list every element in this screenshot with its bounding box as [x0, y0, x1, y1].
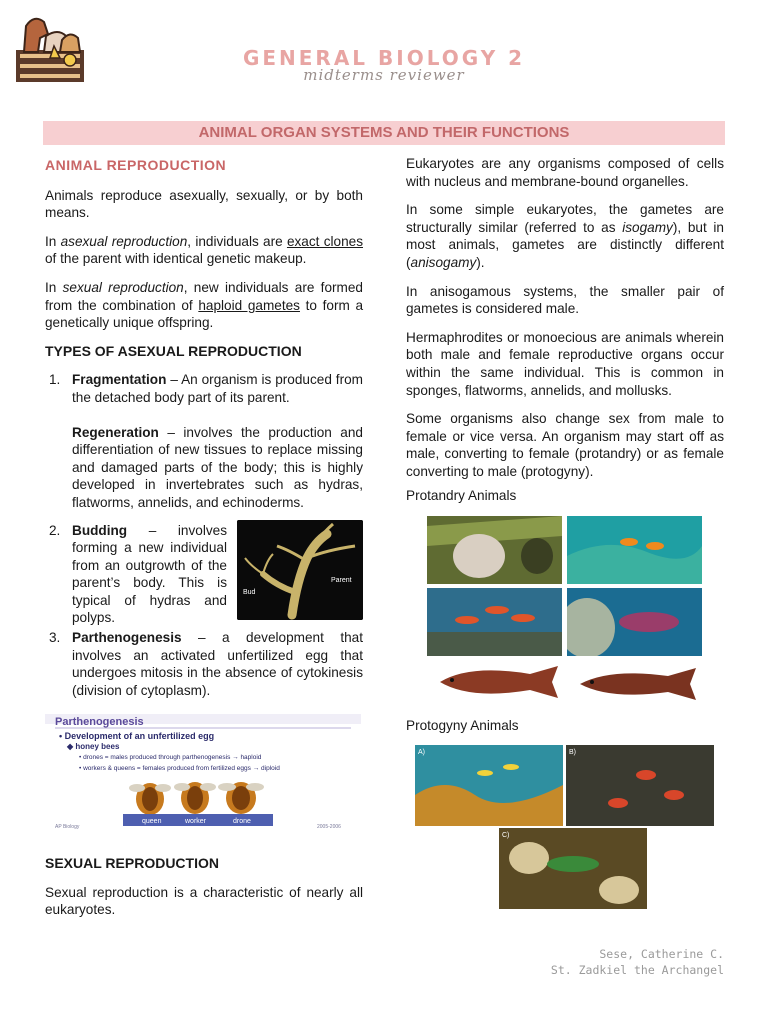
svg-text:2005-2006: 2005-2006: [317, 824, 341, 831]
protandry-photo-clownfish: [567, 516, 702, 584]
intro-paragraph: Animals reproduce asexually, sexually, or by both means.: [45, 187, 363, 221]
eukaryotes-paragraph: Eukaryotes are any organisms composed of cells with nucleus and membrane-bound organelles.: [406, 156, 724, 189]
svg-text:• drones = males produced thro: • drones = males produced through parthenogenesis → haploid: [79, 754, 262, 762]
left-column: [45, 155, 363, 930]
list-item-parthenogenesis: 3. Parthenogenesis – a development that involves an activated unfertilized egg that undergoes mitosis in the absence of cytokinesis (division of cytoplasm).: [49, 630, 363, 698]
protandry-photo-grouper-2: [570, 662, 698, 704]
protandry-photo-sponge: [427, 516, 562, 584]
hydra-budding-image: [237, 520, 363, 620]
list-item-fragmentation: 1. Fragmentation – An organism is produced from the detached body part of its parent. Regeneration – involves the production and differentiation of new tissues to replace missing and damaged parts of the body; this is highly developed in invertebrates such as hydras, flatworms, annelids, and echinoderms.: [49, 372, 363, 510]
protandry-caption: Protandry Animals: [406, 488, 517, 503]
protogyny-caption: Protogyny Animals: [406, 718, 519, 733]
protandry-photo-grouper-1: [430, 660, 560, 704]
topic-banner: ANIMAL ORGAN SYSTEMS AND THEIR FUNCTIONS: [43, 121, 725, 145]
parthenogenesis-slide-image: [45, 714, 361, 832]
svg-text:AP Biology: AP Biology: [55, 824, 80, 831]
anisogamous-paragraph: In anisogamous systems, the smaller pair of gametes is considered male.: [406, 283, 724, 317]
document-subtitle: midterms reviewer: [303, 66, 465, 84]
section-heading-animal-reproduction: ANIMAL REPRODUCTION: [45, 157, 227, 173]
svg-text:Bud: Bud: [243, 588, 256, 596]
svg-text:worker: worker: [185, 818, 207, 826]
author-name: Sese, Catherine C.: [599, 947, 724, 961]
svg-text:Parent: Parent: [331, 576, 352, 584]
protandry-photo-anthias: [427, 588, 562, 656]
protogyny-photo-c: [499, 828, 647, 909]
author-section: St. Zadkiel the Archangel: [550, 963, 724, 977]
hermaphrodites-paragraph: Hermaphrodites or monoecious are animals wherein both male and female reproductive organs occur within the same individual. This is common in sponges, flatworms, annelids, and mollusks.: [406, 329, 724, 398]
list-item-budding: 2. Budding – involves forming a new individual from an outgrowth of the parent’s body. This is typical of hydras and polyps. Bud Parent: [45, 522, 363, 628]
svg-text:Parthenogenesis: Parthenogenesis: [55, 716, 144, 729]
svg-text:queen: queen: [142, 818, 162, 826]
svg-text:• Development of an unfertiliz: • Development of an unfertilized egg: [59, 731, 215, 742]
svg-text:• workers & queens = females p: • workers & queens = females produced from fertilized eggs → diploid: [79, 765, 280, 773]
sexual-reproduction-paragraph: Sexual reproduction is a characteristic of nearly all eukaryotes.: [45, 884, 363, 918]
protogyny-photo-b: [566, 745, 714, 826]
sexual-reproduction-heading: SEXUAL REPRODUCTION: [45, 855, 219, 872]
protandry-photo-wrasse: [567, 588, 702, 656]
protogyny-photo-a: [415, 745, 563, 826]
types-heading: TYPES OF ASEXUAL REPRODUCTION: [45, 342, 302, 359]
svg-text:◆ honey bees: ◆ honey bees: [67, 742, 120, 752]
svg-text:drone: drone: [233, 818, 251, 826]
sex-change-paragraph: Some organisms also change sex from male to female or vice versa. An organism may start off as male, converting to female (protandry) or as female converting to male (protogyny).: [406, 411, 724, 479]
asexual-types-list: [45, 371, 363, 699]
svg-text:B): B): [569, 749, 576, 756]
svg-text:C): C): [502, 832, 510, 839]
right-column: [406, 155, 724, 492]
sexual-paragraph: In sexual reproduction, new individuals are formed from the combination of haploid gametes to form a genetically unique offspring.: [45, 279, 364, 331]
svg-text:A): A): [418, 749, 425, 756]
document-title: GENERAL BIOLOGY 2: [242, 46, 526, 70]
gametes-paragraph: In some simple eukaryotes, the gametes are structurally similar (referred to as isogamy), but in most animals, gametes are distinctly different (anisogamy).: [406, 202, 724, 270]
asexual-paragraph: In asexual reproduction, individuals are exact clones of the parent with identical genetic makeup.: [45, 233, 363, 267]
